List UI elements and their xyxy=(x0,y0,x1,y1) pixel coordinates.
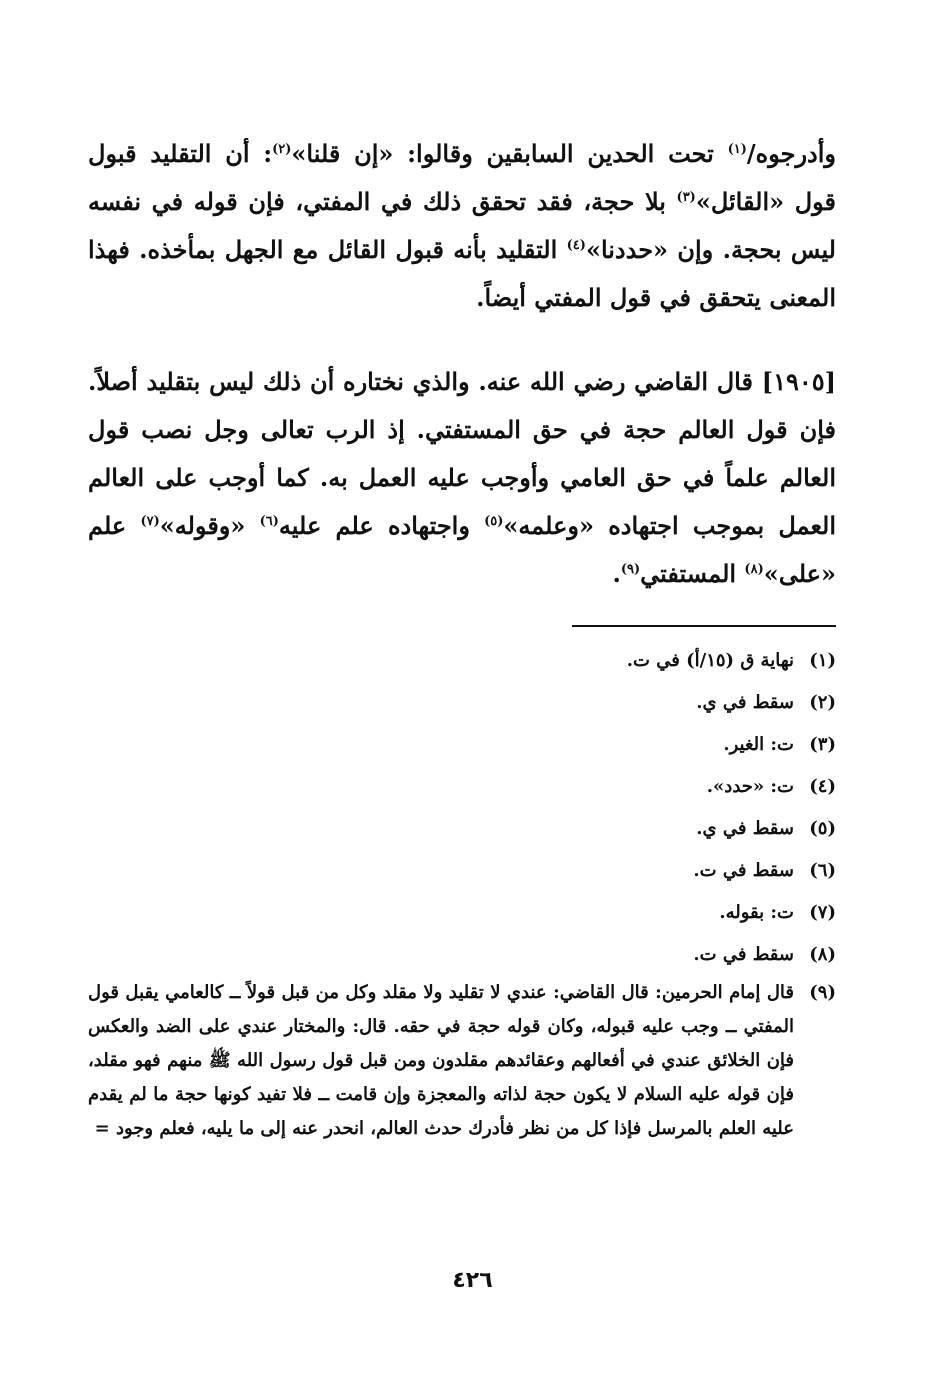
footnote-text: ت: بقوله. xyxy=(719,902,794,923)
footnote-number: (٨) xyxy=(809,944,836,965)
footnote-text: نهاية ق (١٥/أ) في ت. xyxy=(626,650,794,671)
footnote-text: قال إمام الحرمين: قال القاضي: عندي لا تقليد ولا مقلد وكل من قبل قولاً ــ كالعامي يقبل قول المفتي ــ وجب عليه قبوله، وكان قوله حجة في حقه. قال: والمختار عندي على الضد والعكس فإن الخلائق عندي في أفعالهم وعقائدهم مقلدون ومن قبل قول رسول الله ﷺ منهم فهو مقلد، فإن قوله عليه السلام لا يكون حجة لذاته والمعجزة وإن قامت ــ فلا تفيد كونها حجة ما لم يقدم عليه العلم بالمرسل فإذا كل من نظر فأدرك حدث العالم، انحدر عنه إلى ما يليه، فعلم وجود = xyxy=(88,982,794,1139)
footnote-marker: (٥) xyxy=(484,514,504,529)
text-run: واجتهاده علم عليه xyxy=(278,511,485,540)
main-text xyxy=(88,130,836,598)
footnote-marker: (٨) xyxy=(744,562,764,577)
text-run: تحت الحدين السابقين وقالوا: «إن قلنا» xyxy=(291,139,728,168)
footnote-divider xyxy=(572,625,836,627)
page-body xyxy=(88,130,836,1139)
footnote-number: (٢) xyxy=(809,692,836,713)
text-run: [١٩٠٥] قال القاضي رضي الله عنه. والذي نختاره أن ذلك ليس بتقليد أصلاً. فإن قول العالم حجة في حق المستفتي. إذ الرب تعالى وجل نصب قول العالم علماً في حق العامي وأوجب عليه العمل به. كما أوجب على العالم العمل بموجب اجتهاده «وعلمه» xyxy=(88,367,836,540)
footnote-marker: (١) xyxy=(727,142,747,157)
text-run: المستفتي xyxy=(640,559,745,588)
footnote xyxy=(88,850,836,892)
footnotes-list xyxy=(88,640,836,1146)
footnote-text: سقط في ت. xyxy=(693,944,794,965)
footnote-number: (٤) xyxy=(809,776,836,797)
footnote xyxy=(88,724,836,766)
footnote-marker: (٩) xyxy=(620,562,641,577)
footnote xyxy=(88,976,836,1146)
footnote-number: (٥) xyxy=(809,818,836,839)
text-run: : أن التقليد قبول قول «القائل» xyxy=(88,139,836,216)
footnote-number: (٦) xyxy=(809,860,836,881)
text-run: «وقوله» xyxy=(159,511,260,540)
footnote-marker: (٧) xyxy=(140,514,160,529)
footnote-text: ت: الغير. xyxy=(723,734,794,755)
text-run: علم «على» xyxy=(88,511,836,588)
footnote xyxy=(88,682,836,724)
footnote-text: سقط في ي. xyxy=(696,818,794,839)
footnote-marker: (٣) xyxy=(676,190,696,205)
footnote xyxy=(88,640,836,682)
paragraph xyxy=(88,358,836,598)
footnote-number: (٩) xyxy=(809,982,836,1003)
footnote-number: (٣) xyxy=(809,734,836,755)
text-run: وأدرجوه/ xyxy=(746,139,836,168)
footnote xyxy=(88,808,836,850)
footnote-text: ت: «حدد». xyxy=(706,776,794,797)
footnote-number: (٧) xyxy=(809,902,836,923)
text-run: . xyxy=(612,559,621,588)
footnote xyxy=(88,766,836,808)
footnote xyxy=(88,934,836,976)
text-run: التقليد بأنه قبول القائل مع الجهل بمأخذه. فهذا المعنى يتحقق في قول المفتي أيضاً. xyxy=(88,235,836,312)
paragraph xyxy=(88,130,836,322)
footnote-text: سقط في ت. xyxy=(693,860,794,881)
text-run: بلا حجة، فقد تحقق ذلك في المفتي، فإن قوله في نفسه ليس بحجة. وإن «حددنا» xyxy=(88,187,836,264)
page-number: ٤٢٦ xyxy=(452,1268,493,1293)
footnote-marker: (٦) xyxy=(259,514,279,529)
footnote xyxy=(88,892,836,934)
footnote-marker: (٤) xyxy=(566,238,586,253)
footnote-number: (١) xyxy=(809,650,836,671)
footnote-marker: (٢) xyxy=(272,142,292,157)
footnote-text: سقط في ي. xyxy=(696,692,794,713)
